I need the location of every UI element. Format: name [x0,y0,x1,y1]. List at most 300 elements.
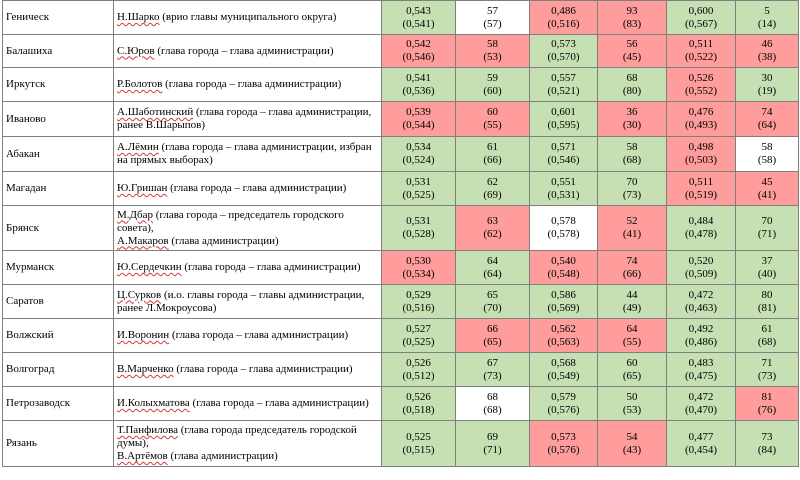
score-current: 60 [626,356,638,369]
score-current: 59 [487,71,498,84]
score-current: 58 [487,38,498,50]
score-current: 61 [761,322,773,335]
score-previous: (0,528) [402,228,435,240]
score-previous: (68) [483,403,502,416]
score-current: 0,534 [406,141,431,153]
score-cell [382,353,456,387]
score-previous: (0,534) [402,267,435,280]
score-current: 36 [626,106,638,118]
score-cell [382,35,456,68]
score-cell [667,353,736,387]
official-cell [114,35,382,68]
score-previous: (68) [622,154,642,166]
official-position: (глава города – глава администрации) [181,261,361,273]
score-previous: (69) [483,188,502,201]
score-cell [736,68,799,102]
score-cell [456,285,530,319]
score-cell [382,68,456,102]
score-current: 0,472 [688,390,714,403]
city-cell: Геническ [3,1,114,35]
score-current: 54 [626,430,638,443]
score-previous: (0,570) [547,51,580,63]
score-previous: (55) [622,335,642,348]
score-current: 0,486 [551,4,576,17]
score-current: 0,600 [688,4,714,17]
score-cell [736,285,799,319]
official-name: Ю.Гришан [117,182,168,194]
score-previous: (81) [757,301,777,314]
score-previous: (0,548) [547,267,580,280]
score-previous: (0,546) [402,51,435,63]
score-cell [736,319,799,353]
score-cell [456,137,530,172]
score-cell [598,206,667,251]
table-row [3,68,799,102]
score-previous: (0,524) [402,154,435,166]
score-previous: (0,515) [402,443,435,456]
score-cell [456,206,530,251]
score-cell [736,35,799,68]
score-previous: (30) [622,119,642,131]
official-cell [114,102,382,137]
score-current: 0,520 [688,254,714,267]
score-current: 63 [487,215,498,227]
score-previous: (83) [622,17,642,30]
score-current: 0,557 [551,71,576,84]
city-cell: Петрозаводск [3,387,114,421]
score-cell [736,206,799,251]
score-previous: (0,486) [684,335,718,348]
city-cell: Магадан [3,172,114,206]
score-current: 62 [487,175,498,188]
score-cell [598,421,667,467]
score-current: 69 [487,430,498,443]
score-current: 73 [761,430,773,443]
score-current: 0,531 [406,215,431,227]
score-cell [598,68,667,102]
score-previous: (0,470) [684,403,718,416]
city-cell: Волжский [3,319,114,353]
score-previous: (0,516) [547,17,580,30]
official-cell [114,285,382,319]
official-position: (глава города – глава администрации) [167,182,347,194]
score-cell [667,421,736,467]
official-cell [114,251,382,285]
table-row [3,251,799,285]
score-previous: (43) [622,443,642,456]
score-cell [530,206,598,251]
official-name: М.Дбар [117,208,154,221]
table-row [3,285,799,319]
official-position: (врио главы муниципального округа) [159,11,337,23]
score-cell [598,172,667,206]
score-previous: (0,512) [402,369,435,382]
score-previous: (0,546) [547,154,580,166]
score-cell [456,1,530,35]
score-cell [456,102,530,137]
score-cell [667,137,736,172]
score-cell [382,421,456,467]
score-current: 0,526 [688,71,714,84]
score-previous: (0,576) [547,403,580,416]
score-cell [736,353,799,387]
score-current: 70 [761,215,773,227]
score-cell [456,35,530,68]
score-current: 0,541 [406,71,431,84]
official-name: И.Колыхматова [117,397,190,409]
official-cell [114,387,382,421]
score-current: 0,526 [406,390,431,403]
official-name: Ц.Сурков [117,288,162,301]
score-cell [456,172,530,206]
score-current: 0,601 [551,106,576,118]
score-cell [456,68,530,102]
score-cell [598,137,667,172]
score-previous: (41) [757,188,777,201]
score-cell [530,1,598,35]
score-current: 58 [626,141,638,153]
score-current: 37 [761,254,773,267]
score-previous: (0,578) [547,228,580,240]
score-previous: (19) [757,84,777,97]
score-current: 0,477 [688,430,714,443]
score-current: 67 [487,356,498,369]
score-cell [456,319,530,353]
score-previous: (0,576) [547,443,580,456]
score-cell [736,1,799,35]
score-cell [667,1,736,35]
score-cell [667,172,736,206]
score-previous: (0,454) [684,443,718,456]
score-previous: (71) [757,228,777,240]
score-cell [598,387,667,421]
score-cell [736,421,799,467]
table-row [3,172,799,206]
score-current: 64 [487,254,498,267]
city-cell: Брянск [3,206,114,251]
score-previous: (0,549) [547,369,580,382]
score-cell [598,353,667,387]
score-previous: (0,552) [684,84,718,97]
score-current: 74 [761,106,773,118]
score-cell [382,102,456,137]
score-previous: (55) [483,119,502,131]
score-previous: (0,463) [684,301,718,314]
official-position: (глава города председатель городской думы), [117,424,357,449]
score-current: 0,511 [688,175,714,188]
score-previous: (84) [757,443,777,456]
score-previous: (0,475) [684,369,718,382]
score-previous: (0,503) [684,154,718,166]
score-current: 0,531 [406,175,431,188]
score-cell [667,102,736,137]
score-cell [530,251,598,285]
score-cell [530,35,598,68]
score-previous: (73) [622,188,642,201]
ratings-table [2,0,799,467]
city-cell: Волгоград [3,353,114,387]
score-previous: (0,569) [547,301,580,314]
official-position: (глава города – глава администрации) [189,397,369,409]
score-cell [530,421,598,467]
score-cell [382,137,456,172]
score-previous: (0,525) [402,188,435,201]
official-position: (глава администрации) [167,450,278,462]
score-current: 0,530 [406,254,431,267]
score-cell [382,387,456,421]
city-cell: Иркутск [3,68,114,102]
score-cell [456,251,530,285]
score-previous: (73) [757,369,777,382]
score-cell [736,172,799,206]
score-previous: (38) [757,51,777,63]
score-cell [598,251,667,285]
score-previous: (60) [483,84,502,97]
score-previous: (68) [757,335,777,348]
score-cell [598,285,667,319]
score-previous: (0,516) [402,301,435,314]
official-name: С.Юров [117,44,155,57]
score-previous: (0,519) [684,188,718,201]
table-row [3,206,799,251]
score-cell [530,102,598,137]
score-previous: (53) [622,403,642,416]
score-previous: (0,567) [684,17,718,30]
score-current: 0,539 [406,106,431,118]
score-previous: (57) [483,17,502,30]
city-cell: Абакан [3,137,114,172]
official-cell [114,1,382,35]
score-previous: (66) [483,154,502,166]
score-previous: (0,509) [684,267,718,280]
score-previous: (0,536) [402,84,435,97]
score-cell [382,172,456,206]
score-current: 66 [487,322,498,335]
official-cell [114,319,382,353]
official-name: И.Воронин [117,329,170,341]
score-cell [382,251,456,285]
official-position: (глава города – глава администрации) [173,363,353,375]
score-cell [382,1,456,35]
score-previous: (0,541) [402,17,435,30]
score-current: 61 [487,141,498,153]
score-cell [667,251,736,285]
score-previous: (0,595) [547,119,580,131]
score-current: 70 [626,175,638,188]
score-cell [456,353,530,387]
score-current: 64 [626,322,638,335]
score-previous: (0,518) [402,403,435,416]
score-previous: (0,522) [684,51,718,63]
score-current: 56 [626,38,638,50]
score-cell [667,35,736,68]
score-cell [530,68,598,102]
score-current: 0,540 [551,254,576,267]
score-current: 0,562 [551,322,576,335]
score-cell [530,285,598,319]
official-position: (и.о. главы города – главы администрации, ранее Л.Мокроусова) [117,288,365,314]
official-name: А.Шаботинский [117,106,194,118]
score-current: 0,578 [551,215,576,227]
score-previous: (0,544) [402,119,435,131]
score-previous: (0,525) [402,335,435,348]
table-row [3,387,799,421]
official-cell [114,172,382,206]
official-name: Р.Болотов [117,78,163,90]
score-current: 68 [487,390,498,403]
official-cell [114,421,382,467]
score-current: 50 [626,390,638,403]
official-name: Т.Панфилова [117,424,179,436]
score-previous: (65) [483,335,502,348]
score-cell [530,172,598,206]
score-cell [530,353,598,387]
score-cell [598,319,667,353]
score-current: 0,579 [551,390,576,403]
official-name: В.Артёмов [117,450,168,462]
table-row [3,353,799,387]
score-previous: (45) [622,51,642,63]
score-previous: (49) [622,301,642,314]
official-name: А.Лёмин [117,141,159,153]
official-position: (глава города – глава администрации) [154,44,334,57]
score-current: 0,498 [688,141,714,153]
score-current: 68 [626,71,638,84]
score-current: 0,551 [551,175,576,188]
score-cell [736,102,799,137]
score-cell [598,1,667,35]
score-current: 0,573 [551,38,576,50]
official-name: А.Макаров [117,234,169,247]
city-cell: Рязань [3,421,114,467]
score-cell [598,102,667,137]
score-previous: (0,531) [547,188,580,201]
city-cell: Саратов [3,285,114,319]
score-current: 0,483 [688,356,714,369]
score-cell [736,387,799,421]
score-cell [530,319,598,353]
score-current: 0,543 [406,4,431,17]
score-current: 65 [487,288,498,301]
score-previous: (71) [483,443,502,456]
score-current: 45 [761,175,773,188]
score-cell [667,285,736,319]
score-current: 0,529 [406,288,431,301]
score-cell [456,387,530,421]
official-position: (глава администрации) [168,234,279,247]
score-current: 44 [626,288,638,301]
score-current: 0,542 [406,38,431,50]
official-cell [114,206,382,251]
official-position: (глава города – председатель городского совета), [117,208,344,234]
score-current: 71 [761,356,773,369]
score-current: 5 [764,4,770,17]
score-current: 60 [487,106,498,118]
score-current: 0,526 [406,356,431,369]
score-current: 80 [761,288,773,301]
score-cell [456,421,530,467]
score-cell [382,285,456,319]
score-previous: (0,478) [684,228,718,240]
score-previous: (0,563) [547,335,580,348]
score-current: 74 [626,254,638,267]
score-previous: (62) [483,228,502,240]
table-row [3,137,799,172]
score-current: 0,568 [551,356,576,369]
score-current: 0,472 [688,288,714,301]
score-previous: (41) [622,228,642,240]
official-cell [114,353,382,387]
score-previous: (14) [757,17,777,30]
table-row [3,102,799,137]
score-current: 93 [626,4,638,17]
score-cell [667,206,736,251]
score-cell [382,206,456,251]
score-cell [667,387,736,421]
table-row [3,421,799,467]
score-current: 30 [761,71,773,84]
score-previous: (73) [483,369,502,382]
score-current: 0,573 [551,430,576,443]
score-previous: (58) [757,154,777,166]
score-cell [736,137,799,172]
score-previous: (0,493) [684,119,718,131]
score-current: 0,527 [406,322,431,335]
score-cell [667,319,736,353]
score-current: 52 [626,215,638,227]
score-cell [598,35,667,68]
official-position: (глава города – глава администрации, избран на прямых выборах) [117,141,372,166]
official-position: (глава города – глава администрации, ранее В.Шарыпов) [117,106,372,131]
score-previous: (65) [622,369,642,382]
score-previous: (0,521) [547,84,580,97]
official-name: Н.Шарко [117,11,160,23]
score-previous: (64) [483,267,502,280]
table-row [3,319,799,353]
score-cell [736,251,799,285]
score-previous: (76) [757,403,777,416]
table-row [3,35,799,68]
score-previous: (64) [757,119,777,131]
score-current: 0,586 [551,288,576,301]
score-current: 58 [761,141,773,153]
city-cell: Иваново [3,102,114,137]
table-body [3,1,799,467]
score-current: 81 [761,390,773,403]
official-cell [114,137,382,172]
score-current: 0,511 [688,38,714,50]
score-cell [530,387,598,421]
score-current: 0,571 [551,141,576,153]
score-previous: (80) [622,84,642,97]
official-name: Ю.Сердечкин [117,261,182,273]
score-current: 0,476 [688,106,714,118]
score-previous: (66) [622,267,642,280]
city-cell: Балашиха [3,35,114,68]
score-previous: (70) [483,301,502,314]
score-previous: (40) [757,267,777,280]
official-cell [114,68,382,102]
table-row [3,1,799,35]
score-cell [382,319,456,353]
score-current: 0,525 [406,430,431,443]
official-position: (глава города – глава администрации) [169,329,349,341]
score-current: 57 [487,4,498,17]
score-current: 0,484 [688,215,714,227]
official-position: (глава города – глава администрации) [162,78,342,90]
score-previous: (53) [483,51,502,63]
score-current: 0,492 [688,322,714,335]
